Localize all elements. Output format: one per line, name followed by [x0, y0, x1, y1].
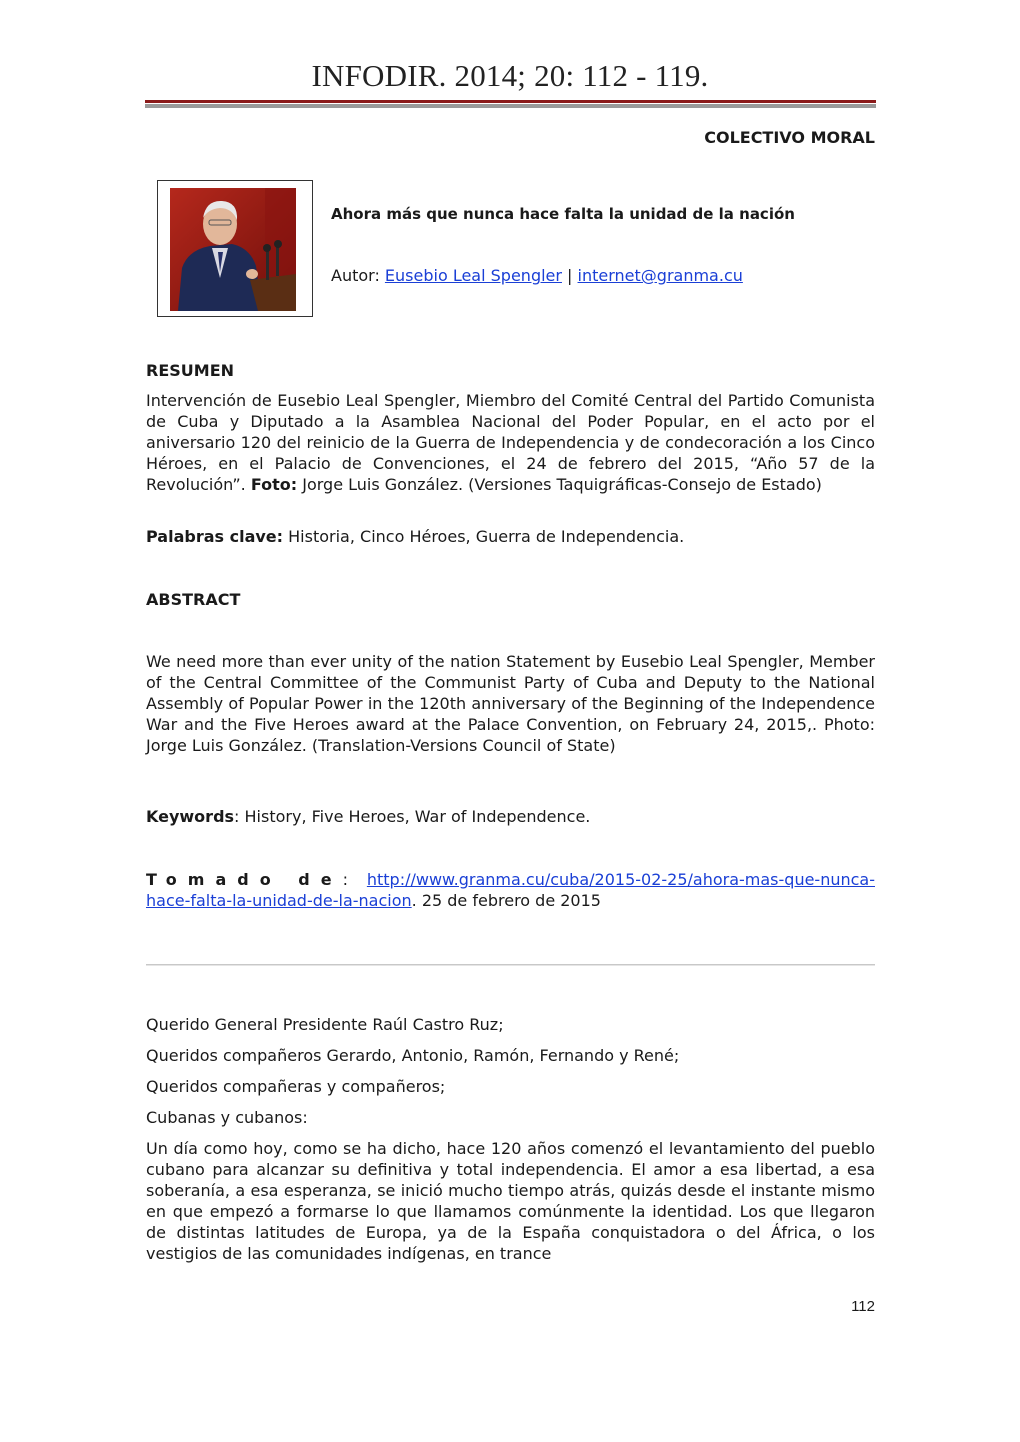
- resumen-text-b: Jorge Luis González. (Versiones Taquigráficas-Consejo de Estado): [297, 475, 822, 494]
- header-rule-red: [145, 100, 876, 103]
- author-separator: |: [561, 266, 578, 285]
- page-number: 112: [851, 1298, 875, 1315]
- source-date: . 25 de febrero de 2015: [411, 891, 601, 910]
- abstract-heading: ABSTRACT: [146, 590, 241, 609]
- abstract-keywords-label: Keywords: [146, 807, 235, 826]
- abstract-text: We need more than ever unity of the nation Statement by Eusebio Leal Spengler, Member of the Central Committee of the Communist Party of Cuba and Deputy to the National Assembly of Popular Power in the 120th anniversary of the Beginning of the Independence War and the Five Heroes award at the Palace Convention, on February 24, 2015,. Photo: Jorge Luis González. (Translation-Versions Council of State): [146, 652, 875, 755]
- resumen-foto-label: Foto:: [250, 475, 298, 494]
- abstract-keywords: [146, 806, 875, 827]
- section-label: COLECTIVO MORAL: [704, 128, 875, 147]
- source-url-link-part1[interactable]: http://www.granma.cu/cuba/2015-02-25/ahora-mas-que-nunca-: [366, 870, 875, 889]
- resumen-text: [146, 390, 875, 495]
- speech-paragraph-1: Un día como hoy, como se ha dicho, hace 120 años comenzó el levantamiento del pueblo cubano para alcanzar su definitiva y total independencia. El amor a esa libertad, a esa soberanía, a esa esperanza, se inició mucho tiempo atrás, quizás desde el instante mismo en que empezó a formarse lo que llamamos comúnmente la identidad. Los que llegaron de distintas latitudes de Europa, ya de la España conquistadora o del África, o los vestigios de las comunidades indígenas, en trance: [146, 1139, 875, 1263]
- resumen-keywords-text: Historia, Cinco Héroes, Guerra de Independencia.: [283, 527, 685, 546]
- resumen-keywords: [146, 526, 875, 547]
- author-email-link[interactable]: internet@granma.cu: [577, 266, 743, 285]
- journal-citation: INFODIR. 2014; 20: 112 - 119.: [311, 58, 709, 93]
- source-url-link-part2[interactable]: hace-falta-la-unidad-de-la-nacion: [146, 891, 412, 910]
- source-label: Tomado de: [146, 870, 343, 889]
- author-line: [331, 266, 743, 285]
- author-label: Autor:: [331, 266, 385, 285]
- source-line-1: [146, 869, 875, 890]
- section-divider: [146, 964, 875, 966]
- resumen-keywords-label: Palabras clave:: [146, 527, 284, 546]
- greeting-3: Queridos compañeras y compañeros;: [146, 1077, 446, 1096]
- author-photo: [170, 188, 296, 311]
- greeting-1: Querido General Presidente Raúl Castro Ruz;: [146, 1015, 504, 1034]
- source-colon: :: [342, 870, 348, 889]
- author-name-link[interactable]: Eusebio Leal Spengler: [384, 266, 562, 285]
- header-rule-gray: [145, 104, 876, 108]
- abstract-keywords-text: : History, Five Heroes, War of Independence.: [234, 807, 591, 826]
- article-title: Ahora más que nunca hace falta la unidad de la nación: [331, 205, 795, 223]
- author-photo-frame: [157, 180, 313, 317]
- greeting-2: Queridos compañeros Gerardo, Antonio, Ramón, Fernando y René;: [146, 1046, 680, 1065]
- greeting-4: Cubanas y cubanos:: [146, 1108, 308, 1127]
- resumen-heading: RESUMEN: [146, 361, 235, 380]
- source-line-2: [146, 890, 875, 911]
- resumen-text-a: Intervención de Eusebio Leal Spengler, Miembro del Comité Central del Partido Comunista de Cuba y Diputado a la Asamblea Nacional del Poder Popular, en el acto por el aniversario 120 del reinicio de la Guerra de Independencia y de condecoración a los Cinco Héroes, en el Palacio de Convenciones, el 24 de febrero del 2015, “Año 57 de la Revolución”.: [146, 391, 875, 494]
